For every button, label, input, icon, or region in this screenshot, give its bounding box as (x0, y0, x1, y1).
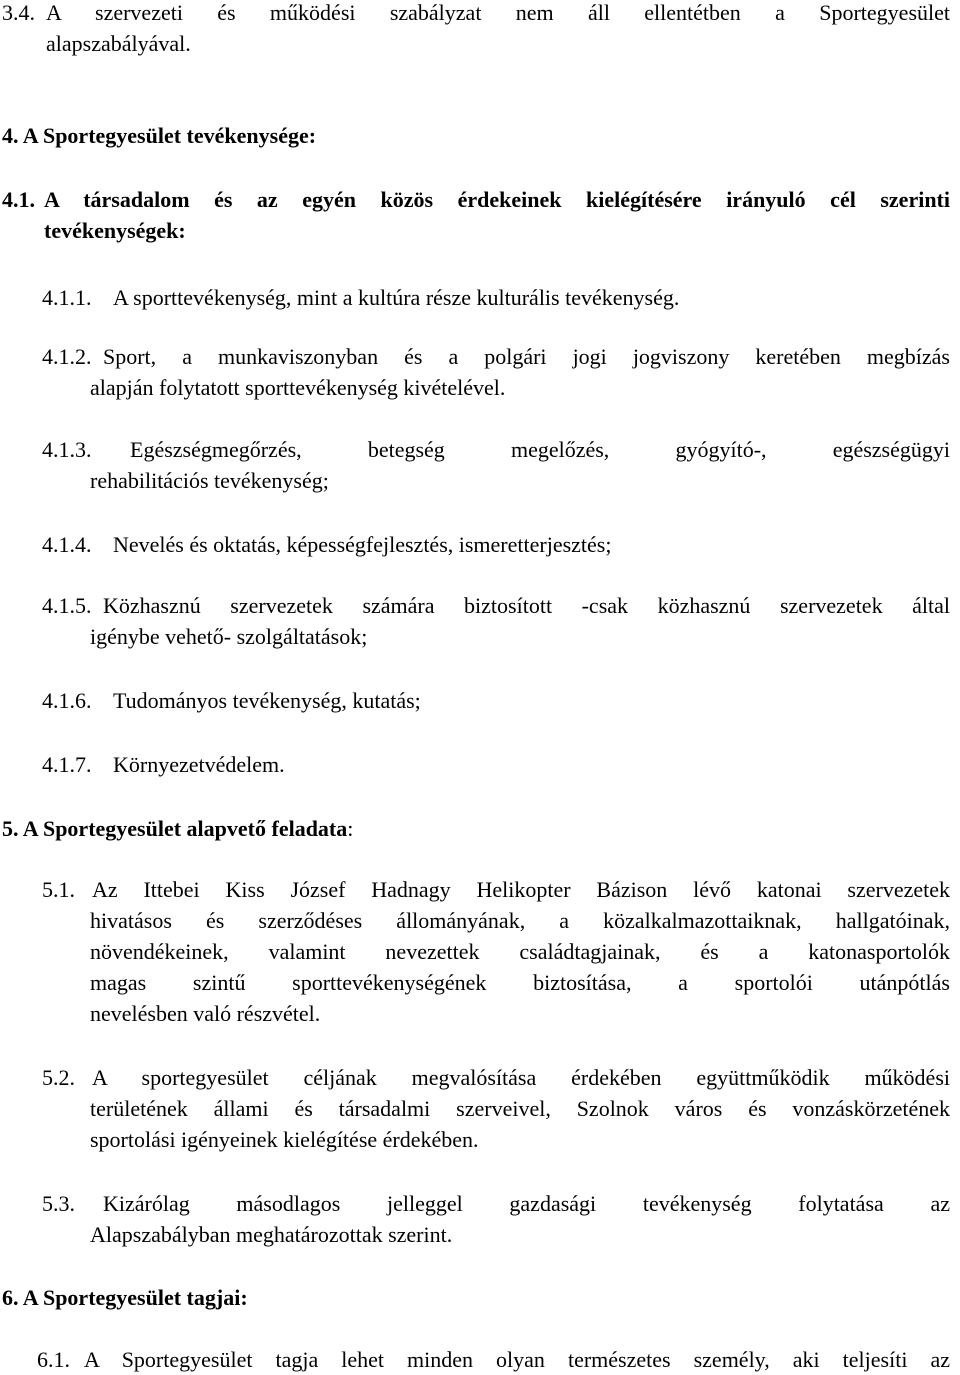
paragraph-line: nevelésben való részvétel. (90, 1001, 321, 1026)
paragraph-line: Környezetvédelem. (113, 752, 285, 777)
section-4-1-3 (42, 434, 950, 496)
paragraph-line: hivatásos és szerződéses állományának, a közalkalmazottaiknak, hallgatóinak, (90, 908, 950, 933)
paragraph-line: növendékeinek, valamint nevezettek családtagjainak, és a katonasportolók (90, 939, 950, 964)
section-5-3 (42, 1188, 950, 1250)
paragraph-line: A sporttevékenység, mint a kultúra része kulturális tevékenység. (113, 285, 680, 310)
section-6-1 (37, 1344, 950, 1375)
section-number: 4.1.1. (42, 285, 92, 310)
section-4-1-7 (42, 749, 950, 780)
section-4-1 (2, 184, 950, 246)
section-number: 4.1.4. (42, 532, 92, 557)
paragraph-line: sportolási igényeinek kielégítése érdekében. (90, 1127, 479, 1152)
section-number: 6.1. (37, 1347, 70, 1372)
paragraph-line: területének állami és társadalmi szerveivel, Szolnok város és vonzáskörzetének (90, 1096, 950, 1121)
paragraph-line: igénybe vehető- szolgáltatások; (90, 624, 368, 649)
section-4-1-1 (42, 282, 950, 313)
section-4-1-2 (42, 341, 950, 403)
section-number: 4.1.7. (42, 752, 92, 777)
section-number: 4.1.3. (42, 437, 92, 462)
paragraph-line: Az Ittebei Kiss József Hadnagy Helikopter Bázison lévő katonai szervezetek (92, 877, 950, 902)
paragraph-line: rehabilitációs tevékenység; (90, 468, 329, 493)
section-5-1 (42, 874, 950, 1029)
paragraph-line: alapján folytatott sporttevékenység kivételével. (90, 375, 506, 400)
section-5-2 (42, 1062, 950, 1155)
paragraph-line: A szervezeti és működési szabályzat nem áll ellentétben a Sportegyesület (46, 0, 950, 25)
paragraph-line: A társadalom és az egyén közös érdekeinek kielégítésére irányuló cél szerinti (44, 187, 950, 212)
heading-text: 5. A Sportegyesület alapvető feladata (2, 816, 348, 841)
section-number: 4.1.6. (42, 688, 92, 713)
paragraph-line: tevékenységek: (44, 218, 186, 243)
paragraph-line: Kizárólag másodlagos jelleggel gazdasági tevékenység folytatása az (103, 1191, 950, 1216)
paragraph-line: Közhasznú szervezetek számára biztosított -csak közhasznú szervezetek által (103, 593, 950, 618)
section-6-heading: 6. A Sportegyesület tagjai: (2, 1285, 248, 1310)
section-number: 5.2. (42, 1065, 75, 1090)
section-number: 5.3. (42, 1191, 75, 1216)
section-number: 4.1. (2, 187, 35, 212)
section-number: 5.1. (42, 877, 75, 902)
section-3-4 (2, 0, 950, 59)
paragraph-line: Nevelés és oktatás, képességfejlesztés, ismeretterjesztés; (113, 532, 612, 557)
section-4-heading: 4. A Sportegyesület tevékenysége: (2, 123, 317, 148)
heading-colon: : (347, 816, 354, 841)
section-5-heading (2, 813, 950, 844)
paragraph-line: magas szintű sporttevékenységének biztosítása, a sportolói utánpótlás (90, 970, 950, 995)
section-4-1-4 (42, 529, 950, 560)
paragraph-line: Egészségmegőrzés, betegség megelőzés, gyógyító-, egészségügyi (130, 437, 950, 462)
section-4-1-5 (42, 590, 950, 652)
section-number: 3.4. (2, 0, 35, 25)
section-number: 4.1.2. (42, 344, 92, 369)
paragraph-line: alapszabályával. (46, 31, 191, 56)
section-4-1-6 (42, 685, 950, 716)
paragraph-line: Sport, a munkaviszonyban és a polgári jogi jogviszony keretében megbízás (103, 344, 950, 369)
paragraph-line: A sportegyesület céljának megvalósítása érdekében együttműködik működési (92, 1065, 950, 1090)
section-number: 4.1.5. (42, 593, 92, 618)
paragraph-line: A Sportegyesület tagja lehet minden olyan természetes személy, aki teljesíti az (84, 1347, 950, 1372)
paragraph-line: Tudományos tevékenység, kutatás; (113, 688, 421, 713)
paragraph-line: Alapszabályban meghatározottak szerint. (90, 1222, 453, 1247)
